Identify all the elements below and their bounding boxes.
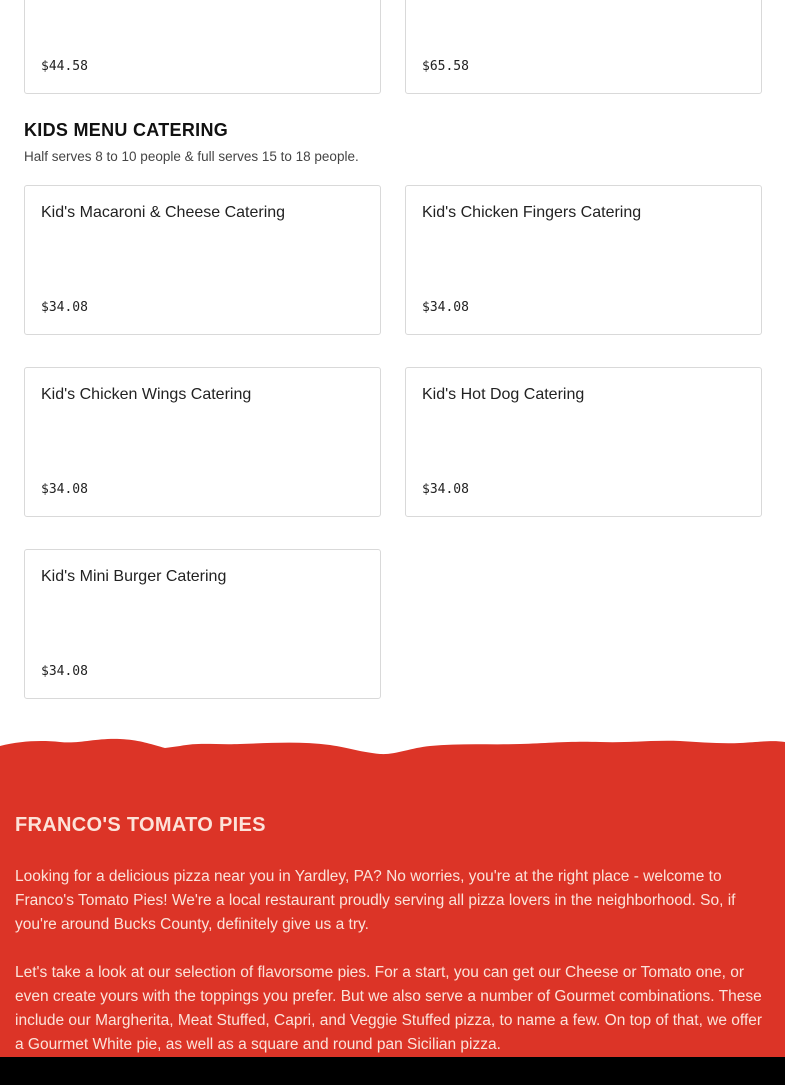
item-price: $44.58 <box>41 59 88 74</box>
footer-title: FRANCO'S TOMATO PIES <box>15 814 266 836</box>
item-price: $34.08 <box>41 300 88 315</box>
item-price: $65.58 <box>422 59 469 74</box>
item-name: Kid's Chicken Fingers Catering <box>422 204 642 221</box>
footer-paragraph: Let's take a look at our selection of flavorsome pies. For a start, you can get our Cheese or Tomato one, or even create yours with the toppings you prefer. But we also serve a number of Gourmet combinations. These include our Margherita, Meat Stuffed, Capri, and Veggie Stuffed pizza, to name a few. On top of that, we offer a Gourmet White pie, as well as a square and round pan Sicilian pizza. <box>15 964 763 1053</box>
item-name: Kid's Chicken Wings Catering <box>41 386 252 403</box>
bottom-bar <box>0 1057 785 1085</box>
menu-item-card[interactable] <box>405 0 762 94</box>
section-description: Half serves 8 to 10 people & full serves 15 to 18 people. <box>24 149 359 164</box>
section-title: KIDS MENU CATERING <box>24 120 229 140</box>
menu-item-card[interactable] <box>24 367 381 517</box>
menu-item-card[interactable] <box>405 185 762 335</box>
item-price: $34.08 <box>41 482 88 497</box>
menu-item-card[interactable] <box>405 367 762 517</box>
item-price: $34.08 <box>41 664 88 679</box>
item-name: Kid's Macaroni & Cheese Catering <box>41 204 286 221</box>
menu-item-card[interactable] <box>24 185 381 335</box>
menu-item-card[interactable] <box>24 0 381 94</box>
item-price: $34.08 <box>422 482 469 497</box>
menu-item-card[interactable] <box>24 549 381 699</box>
footer <box>0 736 785 1085</box>
item-name: Kid's Hot Dog Catering <box>422 386 585 403</box>
item-price: $34.08 <box>422 300 469 315</box>
item-name: Kid's Mini Burger Catering <box>41 568 227 585</box>
footer-paragraph: Looking for a delicious pizza near you in Yardley, PA? No worries, you're at the right place - welcome to Franco's Tomato Pies! We're a local restaurant proudly serving all pizza lovers in the neighborhood. So, if you're around Bucks County, definitely give us a try. <box>15 868 736 933</box>
